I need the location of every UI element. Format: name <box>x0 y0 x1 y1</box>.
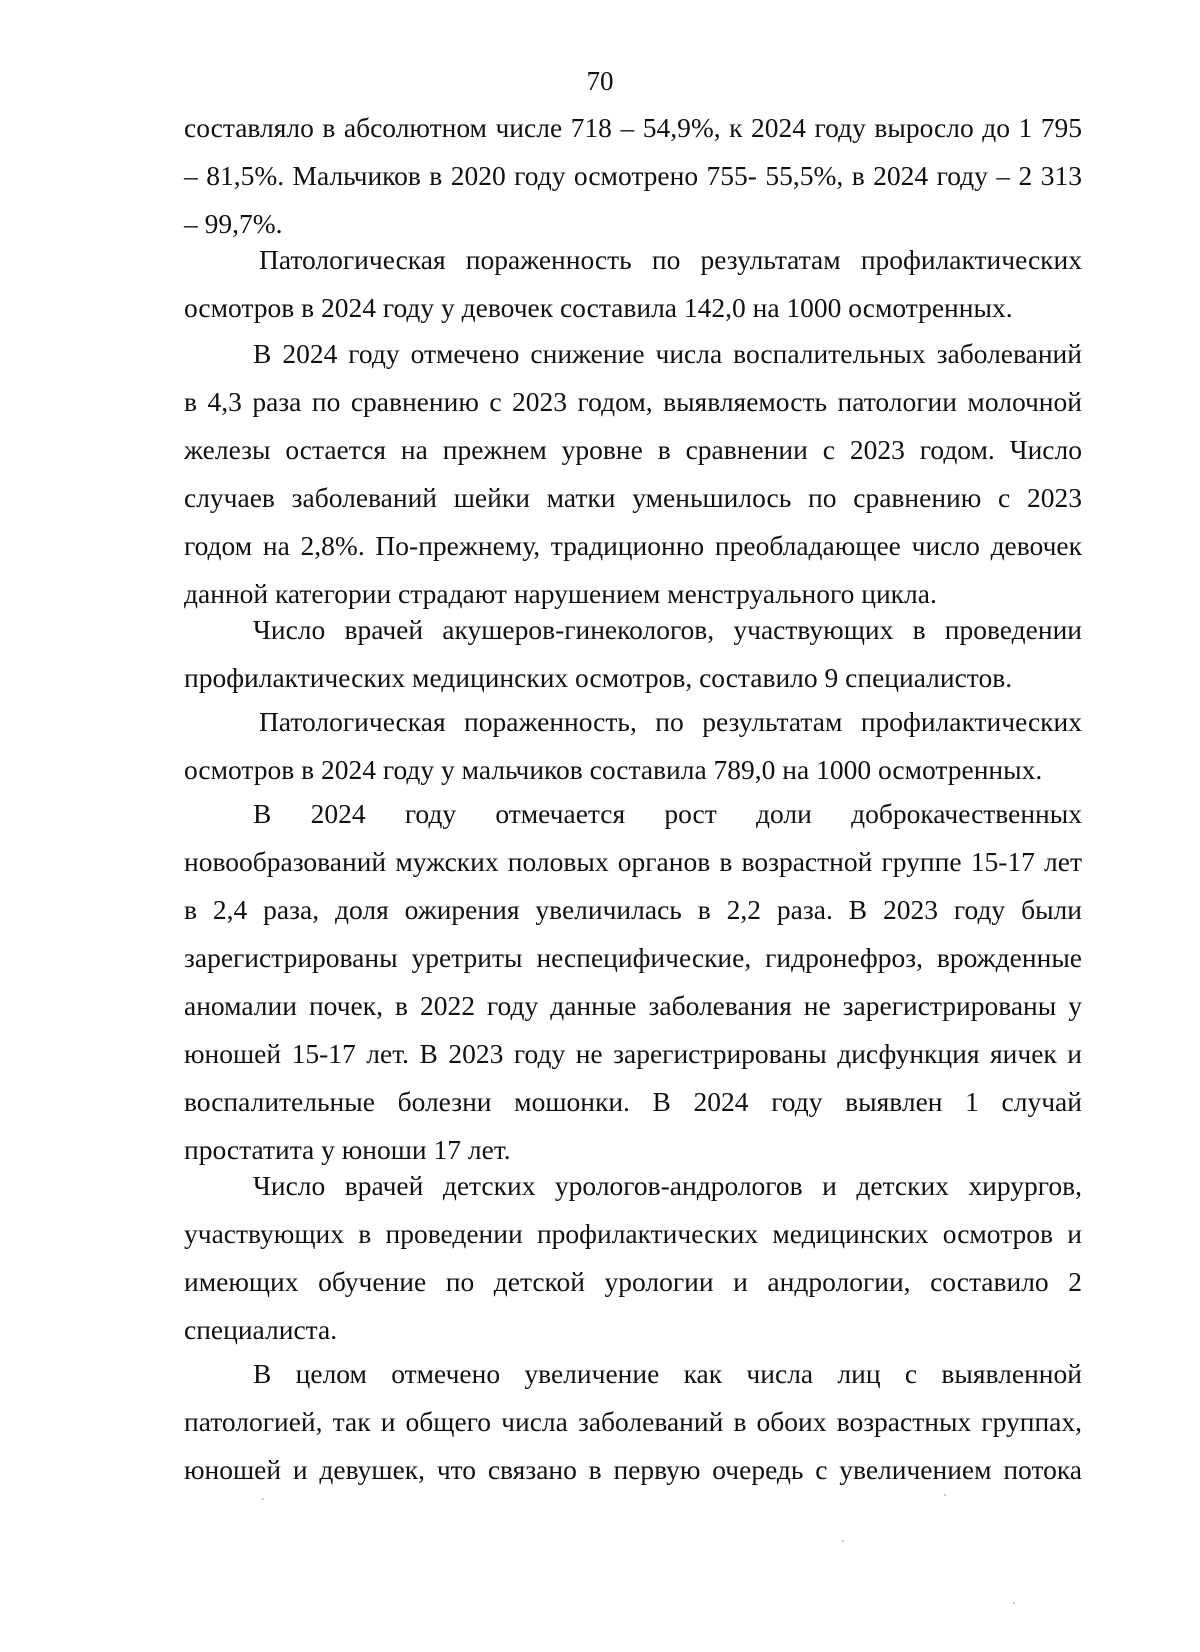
paragraph-8 <box>184 1350 1082 1494</box>
text-line: Число врачей детских урологов-андрологов и детских хирургов, <box>253 1170 1082 1201</box>
text-line: Патологическая пораженность по результатам профилактических <box>259 244 1082 275</box>
text-line: железы остается на прежнем уровне в сравнении с 2023 годом. Число <box>184 434 1082 465</box>
text-line: юношей и девушек, что связано в первую очередь с увеличением потока <box>184 1454 1082 1485</box>
text-line: Число врачей акушеров-гинекологов, участвующих в проведении <box>253 614 1082 645</box>
text-line: осмотров в 2024 году у мальчиков составила 789,0 на 1000 осмотренных. <box>184 754 1043 785</box>
text-line: патологией, так и общего числа заболеваний в обоих возрастных группах, <box>184 1406 1082 1437</box>
text-line: участвующих в проведении профилактических медицинских осмотров и <box>184 1218 1082 1249</box>
text-line: специалиста. <box>184 1314 338 1345</box>
text-line: осмотров в 2024 году у девочек составила 142,0 на 1000 осмотренных. <box>184 292 1013 323</box>
text-line: случаев заболеваний шейки матки уменьшилось по сравнению с 2023 <box>184 482 1082 513</box>
text-line: имеющих обучение по детской урологии и андрологии, составило 2 <box>184 1266 1082 1297</box>
text-line: юношей 15-17 лет. В 2023 году не зарегистрированы дисфункция яичек и <box>184 1038 1082 1069</box>
text-line: – 99,7%. <box>184 208 283 239</box>
text-line: в 2,4 раза, доля ожирения увеличилась в 2,2 раза. В 2023 году были <box>184 894 1082 925</box>
text-line: Патологическая пораженность, по результатам профилактических <box>259 706 1082 737</box>
paragraph-3 <box>184 330 1082 618</box>
text-line: – 81,5%. Мальчиков в 2020 году осмотрено 755- 55,5%, в 2024 году – 2 313 <box>184 160 1082 191</box>
paragraph-4 <box>184 606 1082 702</box>
paragraph-2 <box>184 236 1082 332</box>
page-number: 70 <box>586 66 614 96</box>
text-line: аномалии почек, в 2022 году данные заболевания не зарегистрированы у <box>184 990 1082 1021</box>
scan-speck <box>1013 1602 1015 1604</box>
paragraph-1 <box>184 104 1082 248</box>
paragraph-5 <box>184 698 1082 794</box>
text-line: годом на 2,8%. По-прежнему, традиционно преобладающее число девочек <box>184 530 1082 561</box>
text-line: данной категории страдают нарушением менструального цикла. <box>184 578 937 609</box>
text-line: составляло в абсолютном числе 718 – 54,9%, к 2024 году выросло до 1 795 <box>184 112 1082 143</box>
text-line: В 2024 году отмечается рост доли доброкачественных <box>253 798 1082 829</box>
scan-speck <box>262 1498 264 1500</box>
paragraph-6 <box>184 790 1082 1174</box>
scan-speck <box>944 1494 946 1496</box>
text-line: в 4,3 раза по сравнению с 2023 годом, выявляемость патологии молочной <box>184 386 1082 417</box>
text-line: профилактических медицинских осмотров, составило 9 специалистов. <box>184 662 1013 693</box>
text-line: зарегистрированы уретриты неспецифические, гидронефроз, врожденные <box>184 942 1082 973</box>
text-line: В целом отмечено увеличение как числа лиц с выявленной <box>253 1358 1082 1389</box>
paragraph-7 <box>184 1162 1082 1354</box>
text-line: В 2024 году отмечено снижение числа воспалительных заболеваний <box>253 338 1082 369</box>
text-line: воспалительные болезни мошонки. В 2024 году выявлен 1 случай <box>184 1086 1082 1117</box>
text-line: новообразований мужских половых органов в возрастной группе 15-17 лет <box>184 846 1082 877</box>
text-line: простатита у юноши 17 лет. <box>184 1134 511 1165</box>
scan-speck <box>842 1540 844 1542</box>
